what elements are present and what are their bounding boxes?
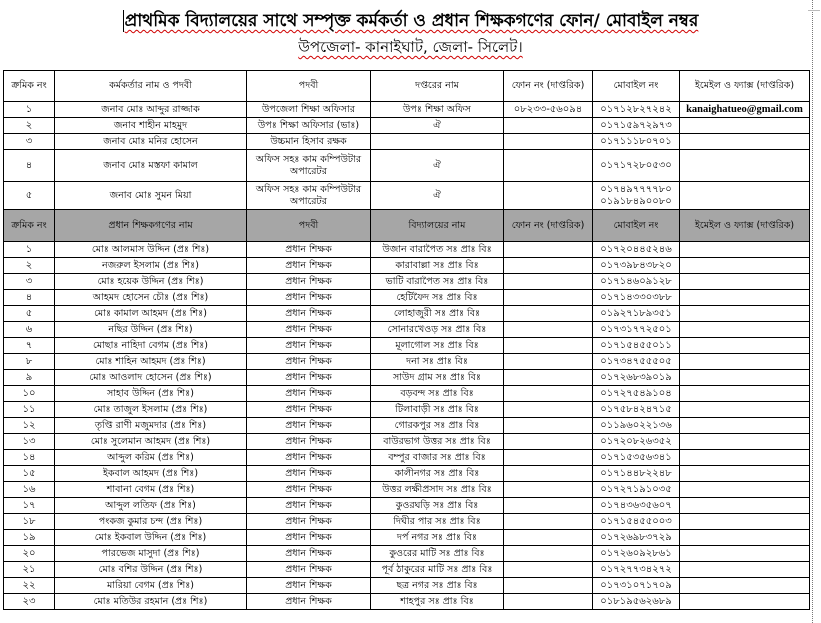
table-row: [4, 370, 810, 386]
table-row: [4, 102, 810, 118]
email-cell: [680, 134, 810, 150]
serial-cell: ৮: [4, 354, 55, 370]
designation-cell: উপজেলা শিক্ষা অফিসার: [247, 102, 371, 118]
serial-cell: ২: [4, 118, 55, 134]
email-cell: [680, 514, 810, 530]
designation-cell: অফিস সহঃ কাম কম্পিউটার অপারেটর: [247, 150, 371, 182]
headteacher-name-cell: আব্দুল লতিফ (প্রঃ শিঃ): [55, 498, 247, 514]
table-row: [4, 578, 810, 594]
school-cell: বড়বন্দ সঃ প্রাঃ বিঃ: [371, 386, 504, 402]
email-cell: [680, 354, 810, 370]
email-cell: [680, 482, 810, 498]
email-cell: [680, 274, 810, 290]
phone-cell: [504, 450, 593, 466]
mobile-number: ০১৭১৭২৮০৫৩০: [600, 159, 672, 171]
mobile-cell: [593, 182, 680, 210]
email-cell: [680, 306, 810, 322]
email-cell[interactable]: kanaighatueo@gmail.com: [680, 102, 810, 118]
officer-name-cell: জনাব মোঃ সুমন মিয়া: [55, 182, 247, 210]
phone-cell: [504, 578, 593, 594]
table-row: [4, 402, 810, 418]
header-school: বিদ্যালয়ের নাম: [371, 210, 504, 242]
mobile-cell: ০১৭৫৮৪২৪৭১৫: [593, 402, 680, 418]
headteacher-name-cell: মোঃ মতিউর রহমান (প্রঃ শিঃ): [55, 594, 247, 610]
school-cell: শাহপুর সঃ প্রাঃ বিঃ: [371, 594, 504, 610]
headteacher-name-cell: মোঃ তাজুল ইসলাম (প্রঃ শিঃ): [55, 402, 247, 418]
phone-cell: [504, 338, 593, 354]
school-cell: পূর্ব ঠাকুরের মাটি সঃ প্রাঃ বিঃ: [371, 562, 504, 578]
serial-cell: ১৭: [4, 498, 55, 514]
mobile-cell: ০১৭৩৪৭৫৫৫০৫: [593, 354, 680, 370]
table-row: [4, 418, 810, 434]
mobile-cell: ০১৭২০৮২৬৩৫২: [593, 434, 680, 450]
headteacher-name-cell: শাবানা বেগম (প্রঃ শিঃ): [55, 482, 247, 498]
designation-cell: প্রধান শিক্ষক: [247, 530, 371, 546]
document-title[interactable]: [0, 8, 821, 36]
phone-cell: [504, 370, 593, 386]
designation-cell: প্রধান শিক্ষক: [247, 386, 371, 402]
designation-cell: প্রধান শিক্ষক: [247, 242, 371, 258]
table-row: [4, 274, 810, 290]
designation-cell: প্রধান শিক্ষক: [247, 434, 371, 450]
phone-cell: [504, 402, 593, 418]
email-cell: [680, 290, 810, 306]
header-email: ইমেইল ও ফ্যাক্স (দাপ্তরিক): [680, 210, 810, 242]
office-cell: ঐ: [371, 182, 504, 210]
serial-cell: ১১: [4, 402, 55, 418]
email-cell: [680, 118, 810, 134]
mobile-cell: [593, 102, 680, 118]
header-headteacher-name: প্রধান শিক্ষকগণের নাম: [55, 210, 247, 242]
designation-cell: প্রধান শিক্ষক: [247, 338, 371, 354]
table-row: [4, 354, 810, 370]
designation-cell: প্রধান শিক্ষক: [247, 482, 371, 498]
email-cell: [680, 546, 810, 562]
phone-cell: [504, 290, 593, 306]
mobile-number: ০১৭১১১৮০৭০১: [600, 135, 672, 147]
school-cell: কুওরের মাটি সঃ প্রাঃ বিঃ: [371, 546, 504, 562]
serial-cell: ৫: [4, 182, 55, 210]
phone-cell: ০৮২৩৩-৫৬০৯৪: [504, 102, 593, 118]
phone-cell: [504, 150, 593, 182]
serial-cell: ২১: [4, 562, 55, 578]
phone-cell: [504, 258, 593, 274]
serial-cell: ৩: [4, 274, 55, 290]
phone-cell: [504, 386, 593, 402]
school-cell: গোরকপুর সঃ প্রাঃ বিঃ: [371, 418, 504, 434]
designation-cell: প্রধান শিক্ষক: [247, 498, 371, 514]
designation-cell: প্রধান শিক্ষক: [247, 514, 371, 530]
phone-cell: [504, 418, 593, 434]
serial-cell: ১: [4, 242, 55, 258]
phone-cell: [504, 134, 593, 150]
school-cell: দিঘীর পার সঃ প্রাঃ বিঃ: [371, 514, 504, 530]
school-cell: সোনারখেওড় সঃ প্রাঃ বিঃ: [371, 322, 504, 338]
school-cell: দর্প নগর সঃ প্রাঃ বিঃ: [371, 530, 504, 546]
mobile-cell: ০১৭৩৯৮৪৩৮২০: [593, 258, 680, 274]
mobile-cell: ০১৭২৭৭৩৪২৭২: [593, 562, 680, 578]
designation-cell: প্রধান শিক্ষক: [247, 354, 371, 370]
designation-cell: প্রধান শিক্ষক: [247, 594, 371, 610]
email-cell: [680, 242, 810, 258]
table-row: [4, 530, 810, 546]
headteacher-name-cell: আহমদ হোসেন চৌঃ (প্রঃ শিঃ): [55, 290, 247, 306]
page-border: [812, 0, 813, 623]
serial-cell: ৪: [4, 290, 55, 306]
mobile-number: ০১৭১৫৯৭২৯৭৩: [600, 119, 672, 131]
phone-cell: [504, 306, 593, 322]
school-cell: লোহাজুরী সঃ প্রাঃ বিঃ: [371, 306, 504, 322]
headteacher-name-cell: মারিয়া বেগম (প্রঃ শিঃ): [55, 578, 247, 594]
email-cell: [680, 562, 810, 578]
designation-cell: প্রধান শিক্ষক: [247, 418, 371, 434]
school-cell: টিলাবাড়ী সঃ প্রাঃ বিঃ: [371, 402, 504, 418]
serial-cell: ২০: [4, 546, 55, 562]
serial-cell: ৫: [4, 306, 55, 322]
mobile-cell: ০১৮১৯৫৬২৬৮৯: [593, 594, 680, 610]
table-row: [4, 150, 810, 182]
officer-name-cell: জনাব মোঃ মনির হোসেন: [55, 134, 247, 150]
officers-body: [4, 102, 810, 210]
table-row: [4, 386, 810, 402]
headteacher-name-cell: আব্দুল করিম (প্রঃ শিঃ): [55, 450, 247, 466]
office-cell: উপঃ শিক্ষা অফিস: [371, 102, 504, 118]
mobile-cell: ০১৭১৪৩৩০৩৮৮: [593, 290, 680, 306]
mobile-cell: ০১৭২৭১৯১০৩৫: [593, 482, 680, 498]
headteacher-name-cell: মোঃ আলমাস উদ্দিন (প্রঃ শিঃ): [55, 242, 247, 258]
email-cell: [680, 594, 810, 610]
table-row: [4, 338, 810, 354]
phone-cell: [504, 530, 593, 546]
serial-cell: ১: [4, 102, 55, 118]
serial-cell: ৯: [4, 370, 55, 386]
table-row: [4, 434, 810, 450]
serial-cell: ১৬: [4, 482, 55, 498]
designation-cell: উপঃ শিক্ষা অফিসার (ভাঃ): [247, 118, 371, 134]
header-designation: পদবী: [247, 71, 371, 102]
phone-cell: [504, 546, 593, 562]
school-cell: সাউদ গ্রাম সঃ প্রাঃ বিঃ: [371, 370, 504, 386]
designation-cell: প্রধান শিক্ষক: [247, 274, 371, 290]
serial-cell: ৩: [4, 134, 55, 150]
headteachers-header-row: [4, 210, 810, 242]
email-cell: [680, 182, 810, 210]
headteacher-name-cell: পারভেজ মাসুদা (প্রঃ শিঃ): [55, 546, 247, 562]
serial-cell: ১০: [4, 386, 55, 402]
headteacher-name-cell: নছির উদ্দিন (প্রঃ শিঃ): [55, 322, 247, 338]
mobile-cell: ০১৯২৭১৮৯৩৫১: [593, 306, 680, 322]
designation-cell: প্রধান শিক্ষক: [247, 290, 371, 306]
serial-cell: ৪: [4, 150, 55, 182]
school-cell: দনা সঃ প্রাঃ বিঃ: [371, 354, 504, 370]
headteacher-name-cell: তৃপ্তি রাণী মজুমদার (প্রঃ শিঃ): [55, 418, 247, 434]
designation-cell: প্রধান শিক্ষক: [247, 562, 371, 578]
designation-cell: প্রধান শিক্ষক: [247, 258, 371, 274]
table-row: [4, 450, 810, 466]
phone-cell: [504, 498, 593, 514]
email-cell: [680, 434, 810, 450]
header-phone: ফোন নং (দাপ্তরিক): [504, 210, 593, 242]
mobile-cell: ০১৭২৬০৯২৮৬১: [593, 546, 680, 562]
designation-cell: প্রধান শিক্ষক: [247, 466, 371, 482]
phone-cell: [504, 322, 593, 338]
phone-cell: [504, 182, 593, 210]
officers-header-row: [4, 71, 810, 102]
table-row: [4, 514, 810, 530]
designation-cell: অফিস সহঃ কাম কম্পিউটার অপারেটর: [247, 182, 371, 210]
mobile-number: ০১৭৪৯৭৭৭৭৮০: [600, 183, 672, 195]
school-cell: হেটিফৈদ সঃ প্রাঃ বিঃ: [371, 290, 504, 306]
table-row: [4, 258, 810, 274]
email-cell: [680, 370, 810, 386]
school-cell: ছত্র নগর সঃ প্রাঃ বিঃ: [371, 578, 504, 594]
serial-cell: ২৩: [4, 594, 55, 610]
phone-cell: [504, 466, 593, 482]
school-cell: বম্পুর বাজার সঃ প্রাঃ বিঃ: [371, 450, 504, 466]
mobile-cell: ০১৭২০৪৪৫২৪৬: [593, 242, 680, 258]
phone-cell: [504, 562, 593, 578]
mobile-cell: ০১৭১৫৪৫৫০০৩: [593, 514, 680, 530]
designation-cell: প্রধান শিক্ষক: [247, 322, 371, 338]
table-row: [4, 118, 810, 134]
serial-cell: ১৩: [4, 434, 55, 450]
email-cell: [680, 402, 810, 418]
headteacher-name-cell: পংকজ কুমার চন্দ (প্রঃ শিঃ): [55, 514, 247, 530]
header-email: ইমেইল ও ফ্যাক্স (দাপ্তরিক): [680, 71, 810, 102]
mobile-cell: ০১৭২৭৫৪৯১০৪: [593, 386, 680, 402]
serial-cell: ৭: [4, 338, 55, 354]
headteacher-name-cell: মোঃ শাহিন আহমদ (প্রঃ শিঃ): [55, 354, 247, 370]
mobile-number-2: ০১৯১৮৪৯০০৮০: [600, 195, 672, 207]
headteacher-name-cell: সাহাব উদ্দিন (প্রঃ শিঃ): [55, 386, 247, 402]
table-row: [4, 242, 810, 258]
header-designation: পদবী: [247, 210, 371, 242]
headteacher-name-cell: ইকবাল আহমদ (প্রঃ শিঃ): [55, 466, 247, 482]
designation-cell: প্রধান শিক্ষক: [247, 578, 371, 594]
contact-table: [3, 70, 810, 610]
mobile-cell: [593, 150, 680, 182]
school-cell: ভাটি বারাপৈত সঃ প্রাঃ বিঃ: [371, 274, 504, 290]
designation-cell: প্রধান শিক্ষক: [247, 370, 371, 386]
serial-cell: ৬: [4, 322, 55, 338]
headteacher-name-cell: মোছাঃ নাহিদা বেগম (প্রঃ শিঃ): [55, 338, 247, 354]
phone-cell: [504, 242, 593, 258]
email-cell: [680, 578, 810, 594]
mobile-cell: ০১৭২৬৮৩৯০১৯: [593, 370, 680, 386]
header-phone: ফোন নং (দাপ্তরিক): [504, 71, 593, 102]
table-row: [4, 306, 810, 322]
headteacher-name-cell: মোঃ সুলেমান আহমদ (প্রঃ শিঃ): [55, 434, 247, 450]
header-serial: ক্রমিক নং: [4, 71, 55, 102]
serial-cell: ১৫: [4, 466, 55, 482]
table-row: [4, 466, 810, 482]
header-mobile: মোবাইল নং: [593, 210, 680, 242]
email-cell: [680, 150, 810, 182]
email-cell: [680, 258, 810, 274]
header-office: দপ্তরের নাম: [371, 71, 504, 102]
header-officer-name: কর্মকর্তার নাম ও পদবী: [55, 71, 247, 102]
table-row: [4, 182, 810, 210]
officer-name-cell: জনাব শাহীন মাহমুদ: [55, 118, 247, 134]
mobile-cell: ০১৭১৫৪৫৫০১১: [593, 338, 680, 354]
phone-cell: [504, 118, 593, 134]
phone-cell: [504, 594, 593, 610]
serial-cell: ২২: [4, 578, 55, 594]
email-cell: [680, 418, 810, 434]
table-row: [4, 594, 810, 610]
phone-cell: [504, 354, 593, 370]
officer-name-cell: জনাব মোঃ আব্দুর রাজ্জাক: [55, 102, 247, 118]
mobile-cell: [593, 134, 680, 150]
serial-cell: ২: [4, 258, 55, 274]
serial-cell: ১৮: [4, 514, 55, 530]
title-text: প্রাথমিক বিদ্যালয়ের সাথে সম্পৃক্ত কর্মকর্তা ও প্রধান শিক্ষকগণের ফোন/ মোবাইল নম্বর: [124, 11, 699, 31]
serial-cell: ১২: [4, 418, 55, 434]
email-cell: [680, 386, 810, 402]
headteacher-name-cell: মোঃ কামাল আহমদ (প্রঃ শিঃ): [55, 306, 247, 322]
headteacher-name-cell: মোঃ বশির উদ্দিন (প্রঃ শিঃ): [55, 562, 247, 578]
text-cursor: [123, 10, 124, 32]
email-cell: [680, 322, 810, 338]
mobile-cell: ০১৭১৫৩৫৬৩৪১: [593, 450, 680, 466]
table-row: [4, 482, 810, 498]
school-cell: উত্তর লক্ষীপ্রসাদ সঃ প্রাঃ বিঃ: [371, 482, 504, 498]
subtitle-text: উপজেলা- কানাইঘাট, জেলা- সিলেট।: [298, 38, 523, 56]
mobile-cell: ০১৭৩১০৭১৭০৯: [593, 578, 680, 594]
mobile-cell: ০১৭৩১৭৭২৫০১: [593, 322, 680, 338]
headteachers-body: [4, 242, 810, 610]
mobile-cell: ০১৭১৪৬০৯১২৮: [593, 274, 680, 290]
headteacher-name-cell: নজরুল ইসলাম (প্রঃ শিঃ): [55, 258, 247, 274]
document-subtitle: [0, 36, 821, 61]
email-cell: [680, 450, 810, 466]
header-mobile: মোবাইল নং: [593, 71, 680, 102]
header-serial: ক্রমিক নং: [4, 210, 55, 242]
headteacher-name-cell: মোঃ হয়েক উদ্দিন (প্রঃ শিঃ): [55, 274, 247, 290]
phone-cell: [504, 274, 593, 290]
table-row: [4, 498, 810, 514]
mobile-cell: ০১৭২৬৯৮৩৭২৯: [593, 530, 680, 546]
table-row: [4, 134, 810, 150]
designation-cell: প্রধান শিক্ষক: [247, 546, 371, 562]
mobile-number: ০১৭১২৮২৭২৪২: [600, 103, 672, 115]
designation-cell: প্রধান শিক্ষক: [247, 402, 371, 418]
mobile-cell: [593, 118, 680, 134]
school-cell: কুওরঘড়ি সঃ প্রাঃ বিঃ: [371, 498, 504, 514]
mobile-cell: ০১১৯৬০২২১৩৬: [593, 418, 680, 434]
mobile-cell: ০১৭৪৩৬৩৫৬০৭: [593, 498, 680, 514]
school-cell: কালীনগর সঃ প্রাঃ বিঃ: [371, 466, 504, 482]
school-cell: কারাবাল্লা সঃ প্রাঃ বিঃ: [371, 258, 504, 274]
phone-cell: [504, 514, 593, 530]
school-cell: মূলাগোল সঃ প্রাঃ বিঃ: [371, 338, 504, 354]
headteacher-name-cell: মোঃ ইকবাল উদ্দিন (প্রঃ শিঃ): [55, 530, 247, 546]
email-cell: [680, 338, 810, 354]
phone-cell: [504, 434, 593, 450]
designation-cell: প্রধান শিক্ষক: [247, 306, 371, 322]
serial-cell: ১৯: [4, 530, 55, 546]
table-row: [4, 322, 810, 338]
mobile-cell: ০১৭১৪৪৮২২৪৮: [593, 466, 680, 482]
office-cell: ঐ: [371, 118, 504, 134]
table-row: [4, 546, 810, 562]
email-cell: [680, 530, 810, 546]
designation-cell: উচ্চমান হিসাব রক্ষক: [247, 134, 371, 150]
phone-cell: [504, 482, 593, 498]
designation-cell: প্রধান শিক্ষক: [247, 450, 371, 466]
officer-name-cell: জনাব মোঃ মস্তফা কামাল: [55, 150, 247, 182]
school-cell: বাউরভাগ উত্তর সঃ প্রাঃ বিঃ: [371, 434, 504, 450]
school-cell: উজান বারাপৈত সঃ প্রাঃ বিঃ: [371, 242, 504, 258]
email-cell: [680, 466, 810, 482]
office-cell: [371, 134, 504, 150]
office-cell: ঐ: [371, 150, 504, 182]
headteacher-name-cell: মোঃ আওলাদ হোসেন (প্রঃ শিঃ): [55, 370, 247, 386]
email-cell: [680, 498, 810, 514]
serial-cell: ১৪: [4, 450, 55, 466]
table-row: [4, 562, 810, 578]
table-row: [4, 290, 810, 306]
